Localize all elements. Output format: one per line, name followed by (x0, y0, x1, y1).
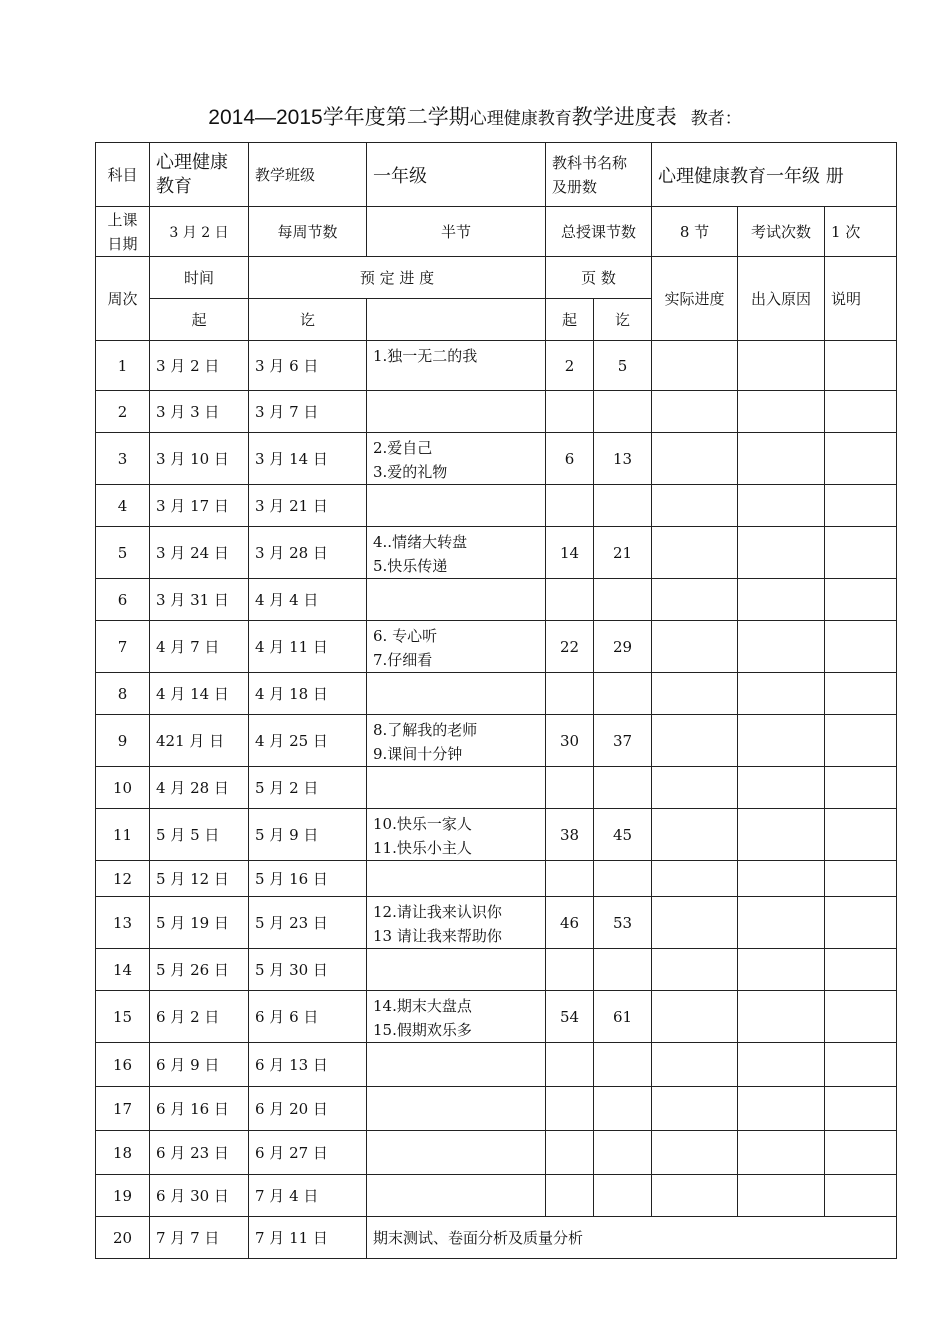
plan-line-1: 10.快乐一家人 (373, 815, 472, 833)
page-from-cell (546, 1043, 594, 1087)
table-row (96, 809, 897, 861)
from-date-cell: 3 月 2 日 (150, 341, 249, 391)
textbook-label: 教科书名称 及册数 (546, 143, 652, 207)
page-from-cell (546, 391, 594, 433)
note-cell (825, 1131, 897, 1175)
schedule-table (95, 142, 897, 1259)
page-from-label: 起 (546, 299, 594, 341)
table-row (96, 673, 897, 715)
note-cell (825, 1087, 897, 1131)
table-row (96, 897, 897, 949)
page-to-cell (594, 767, 652, 809)
table-row-final (96, 1217, 897, 1259)
actual-cell (652, 391, 738, 433)
page-from-cell (546, 1087, 594, 1131)
actual-cell (652, 673, 738, 715)
from-date-cell: 421 月 日 (150, 715, 249, 767)
plan-cell (367, 767, 546, 809)
from-date-cell: 3 月 10 日 (150, 433, 249, 485)
week-cell: 3 (96, 433, 150, 485)
plan-line-1: 12.请让我来认识你 (373, 903, 502, 921)
page-to-cell: 53 (594, 897, 652, 949)
plan-line-2: 5.快乐传递 (373, 557, 448, 575)
reason-cell (738, 715, 825, 767)
plan-cell (367, 949, 546, 991)
plan-cell (367, 485, 546, 527)
table-row (96, 527, 897, 579)
plan-label: 预 定 进 度 (249, 257, 546, 299)
to-date-cell: 4 月 11 日 (249, 621, 367, 673)
week-cell: 7 (96, 621, 150, 673)
actual-label: 实际进度 (652, 257, 738, 341)
table-row (96, 715, 897, 767)
page-from-cell: 6 (546, 433, 594, 485)
from-date-cell: 3 月 31 日 (150, 579, 249, 621)
week-cell: 9 (96, 715, 150, 767)
table-row (96, 485, 897, 527)
plan-line-2: 3.爱的礼物 (373, 463, 448, 481)
page-to-cell: 29 (594, 621, 652, 673)
note-cell (825, 673, 897, 715)
note-cell (825, 341, 897, 391)
to-label: 讫 (249, 299, 367, 341)
note-cell (825, 897, 897, 949)
total-label: 总授课节数 (546, 207, 652, 257)
table-row (96, 949, 897, 991)
header-row-columns (96, 257, 897, 299)
week-label: 周次 (96, 257, 150, 341)
table-row (96, 1131, 897, 1175)
from-date-cell: 6 月 9 日 (150, 1043, 249, 1087)
note-cell (825, 949, 897, 991)
table-row (96, 579, 897, 621)
plan-cell (367, 991, 546, 1043)
class-value: 一年级 (367, 143, 546, 207)
actual-cell (652, 767, 738, 809)
textbook-value: 心理健康教育一年级 册 (652, 143, 897, 207)
plan-cell (367, 897, 546, 949)
from-date-cell: 5 月 12 日 (150, 861, 249, 897)
table-row (96, 1087, 897, 1131)
table-row (96, 1043, 897, 1087)
plan-cell (367, 673, 546, 715)
plan-cell (367, 1175, 546, 1217)
reason-cell (738, 579, 825, 621)
table-row (96, 767, 897, 809)
plan-cell (367, 579, 546, 621)
to-date-cell: 5 月 23 日 (249, 897, 367, 949)
week-cell: 6 (96, 579, 150, 621)
page-to-cell: 45 (594, 809, 652, 861)
reason-cell (738, 1043, 825, 1087)
title-main: 教学进度表 (571, 105, 677, 129)
reason-cell (738, 949, 825, 991)
note-cell (825, 767, 897, 809)
to-date-cell: 4 月 25 日 (249, 715, 367, 767)
subject-value: 心理健康 教育 (150, 143, 249, 207)
actual-cell (652, 1043, 738, 1087)
page-from-cell: 14 (546, 527, 594, 579)
reason-cell (738, 391, 825, 433)
exam-label: 考试次数 (738, 207, 825, 257)
to-date-cell: 4 月 4 日 (249, 579, 367, 621)
table-row (96, 341, 897, 391)
to-date-cell: 3 月 6 日 (249, 341, 367, 391)
reason-cell (738, 621, 825, 673)
table-row (96, 1175, 897, 1217)
plan-line-2: 11.快乐小主人 (373, 839, 472, 857)
class-label: 教学班级 (249, 143, 367, 207)
title-subject: 心理健康教育 (469, 109, 572, 129)
reason-cell (738, 767, 825, 809)
week-cell: 10 (96, 767, 150, 809)
from-date-cell: 6 月 16 日 (150, 1087, 249, 1131)
reason-cell (738, 861, 825, 897)
note-cell (825, 579, 897, 621)
start-date-label: 上课 日期 (96, 207, 150, 257)
exam-value: 1 次 (825, 207, 897, 257)
note-cell (825, 991, 897, 1043)
week-cell: 11 (96, 809, 150, 861)
week-cell: 17 (96, 1087, 150, 1131)
reason-cell (738, 1175, 825, 1217)
plan-line-1: 4..情绪大转盘 (373, 533, 468, 551)
from-date-cell: 3 月 3 日 (150, 391, 249, 433)
page-from-cell (546, 949, 594, 991)
plan-cell (367, 1131, 546, 1175)
page-from-cell (546, 1175, 594, 1217)
plan-line-1: 6. 专心听 (373, 627, 438, 645)
page-from-cell: 46 (546, 897, 594, 949)
plan-line-2: 13 请让我来帮助你 (373, 927, 502, 945)
actual-cell (652, 341, 738, 391)
plan-cell (367, 527, 546, 579)
page-from-cell: 30 (546, 715, 594, 767)
week-cell: 14 (96, 949, 150, 991)
reason-cell (738, 991, 825, 1043)
to-date-cell: 3 月 21 日 (249, 485, 367, 527)
title-term: 学年度第二学期 (322, 105, 470, 129)
week-cell: 12 (96, 861, 150, 897)
actual-cell (652, 991, 738, 1043)
table-row (96, 621, 897, 673)
page-to-cell: 5 (594, 341, 652, 391)
reason-cell (738, 485, 825, 527)
page-to-cell: 21 (594, 527, 652, 579)
from-date-cell: 5 月 26 日 (150, 949, 249, 991)
plan-line-2: 7.仔细看 (373, 651, 433, 669)
page-from-cell (546, 767, 594, 809)
actual-cell (652, 527, 738, 579)
to-date-cell: 7 月 4 日 (249, 1175, 367, 1217)
week-cell: 2 (96, 391, 150, 433)
page-to-cell (594, 485, 652, 527)
actual-cell (652, 897, 738, 949)
page-to-cell (594, 1131, 652, 1175)
from-date-cell: 4 月 28 日 (150, 767, 249, 809)
page-from-cell (546, 1131, 594, 1175)
to-date-cell: 4 月 18 日 (249, 673, 367, 715)
table-row (96, 433, 897, 485)
page-from-cell (546, 579, 594, 621)
week-cell: 16 (96, 1043, 150, 1087)
start-date-value: 3 月 2 日 (150, 207, 249, 257)
actual-cell (652, 433, 738, 485)
from-date-cell: 3 月 17 日 (150, 485, 249, 527)
total-value: 8 节 (652, 207, 738, 257)
week-cell: 20 (96, 1217, 150, 1259)
page-to-cell (594, 949, 652, 991)
actual-cell (652, 809, 738, 861)
week-cell: 18 (96, 1131, 150, 1175)
to-date-cell: 6 月 6 日 (249, 991, 367, 1043)
actual-cell (652, 949, 738, 991)
reason-cell (738, 1131, 825, 1175)
to-date-cell: 7 月 11 日 (249, 1217, 367, 1259)
pages-label: 页 数 (546, 257, 652, 299)
note-cell (825, 485, 897, 527)
plan-line-2: 15.假期欢乐多 (373, 1021, 472, 1039)
reason-cell (738, 809, 825, 861)
title-year: 2014—2015 (208, 106, 323, 129)
actual-cell (652, 1175, 738, 1217)
note-cell (825, 809, 897, 861)
actual-cell (652, 1087, 738, 1131)
page-to-cell (594, 1043, 652, 1087)
title-teacher-label: 教者： (690, 109, 742, 129)
table-row (96, 861, 897, 897)
plan-cell (367, 809, 546, 861)
week-cell: 19 (96, 1175, 150, 1217)
actual-cell (652, 579, 738, 621)
page-from-cell: 2 (546, 341, 594, 391)
week-cell: 5 (96, 527, 150, 579)
week-cell: 8 (96, 673, 150, 715)
actual-cell (652, 1131, 738, 1175)
note-cell (825, 1043, 897, 1087)
week-cell: 1 (96, 341, 150, 391)
plan-line-1: 14.期末大盘点 (373, 997, 472, 1015)
page-to-cell: 37 (594, 715, 652, 767)
subject-label: 科目 (96, 143, 150, 207)
page-to-cell (594, 861, 652, 897)
from-date-cell: 4 月 14 日 (150, 673, 249, 715)
note-cell (825, 715, 897, 767)
reason-label: 出入原因 (738, 257, 825, 341)
plan-cell (367, 391, 546, 433)
to-date-cell: 5 月 2 日 (249, 767, 367, 809)
page-from-cell (546, 861, 594, 897)
from-date-cell: 5 月 5 日 (150, 809, 249, 861)
to-date-cell: 6 月 20 日 (249, 1087, 367, 1131)
plan-blank-cell (367, 299, 546, 341)
page-from-cell: 54 (546, 991, 594, 1043)
page-from-cell: 22 (546, 621, 594, 673)
header-row-start (96, 207, 897, 257)
final-plan-cell: 期末测试、卷面分析及质量分析 (367, 1217, 897, 1259)
from-date-cell: 7 月 7 日 (150, 1217, 249, 1259)
to-date-cell: 6 月 27 日 (249, 1131, 367, 1175)
note-cell (825, 621, 897, 673)
plan-cell (367, 621, 546, 673)
actual-cell (652, 485, 738, 527)
from-date-cell: 6 月 23 日 (150, 1131, 249, 1175)
from-date-cell: 5 月 19 日 (150, 897, 249, 949)
page-to-cell (594, 391, 652, 433)
plan-line-1: 8.了解我的老师 (373, 721, 478, 739)
to-date-cell: 3 月 14 日 (249, 433, 367, 485)
to-date-cell: 3 月 7 日 (249, 391, 367, 433)
from-label: 起 (150, 299, 249, 341)
reason-cell (738, 341, 825, 391)
note-cell (825, 1175, 897, 1217)
page-to-label: 讫 (594, 299, 652, 341)
page-to-cell: 61 (594, 991, 652, 1043)
note-label: 说明 (825, 257, 897, 341)
page-to-cell (594, 1087, 652, 1131)
weekly-label: 每周节数 (249, 207, 367, 257)
reason-cell (738, 433, 825, 485)
to-date-cell: 3 月 28 日 (249, 527, 367, 579)
plan-cell (367, 341, 546, 391)
page-from-cell: 38 (546, 809, 594, 861)
page-from-cell (546, 485, 594, 527)
header-row-subject (96, 143, 897, 207)
week-cell: 4 (96, 485, 150, 527)
page-to-cell (594, 579, 652, 621)
plan-line-2: 9.课间十分钟 (373, 745, 463, 763)
to-date-cell: 5 月 9 日 (249, 809, 367, 861)
page-from-cell (546, 673, 594, 715)
from-date-cell: 6 月 2 日 (150, 991, 249, 1043)
plan-cell (367, 1087, 546, 1131)
to-date-cell: 6 月 13 日 (249, 1043, 367, 1087)
note-cell (825, 861, 897, 897)
plan-cell (367, 861, 546, 897)
reason-cell (738, 897, 825, 949)
table-row (96, 391, 897, 433)
weekly-value: 半节 (367, 207, 546, 257)
table-row (96, 991, 897, 1043)
actual-cell (652, 621, 738, 673)
to-date-cell: 5 月 16 日 (249, 861, 367, 897)
reason-cell (738, 527, 825, 579)
week-cell: 15 (96, 991, 150, 1043)
to-date-cell: 5 月 30 日 (249, 949, 367, 991)
page-to-cell (594, 673, 652, 715)
page-to-cell (594, 1175, 652, 1217)
plan-cell (367, 715, 546, 767)
from-date-cell: 4 月 7 日 (150, 621, 249, 673)
plan-line-1: 2.爱自己 (373, 439, 433, 457)
plan-line-1: 1.独一无二的我 (373, 347, 478, 365)
actual-cell (652, 861, 738, 897)
note-cell (825, 391, 897, 433)
from-date-cell: 3 月 24 日 (150, 527, 249, 579)
week-cell: 13 (96, 897, 150, 949)
actual-cell (652, 715, 738, 767)
time-label: 时间 (150, 257, 249, 299)
from-date-cell: 6 月 30 日 (150, 1175, 249, 1217)
page-title (0, 100, 950, 136)
reason-cell (738, 1087, 825, 1131)
page-to-cell: 13 (594, 433, 652, 485)
plan-cell (367, 1043, 546, 1087)
reason-cell (738, 673, 825, 715)
plan-cell (367, 433, 546, 485)
note-cell (825, 433, 897, 485)
note-cell (825, 527, 897, 579)
